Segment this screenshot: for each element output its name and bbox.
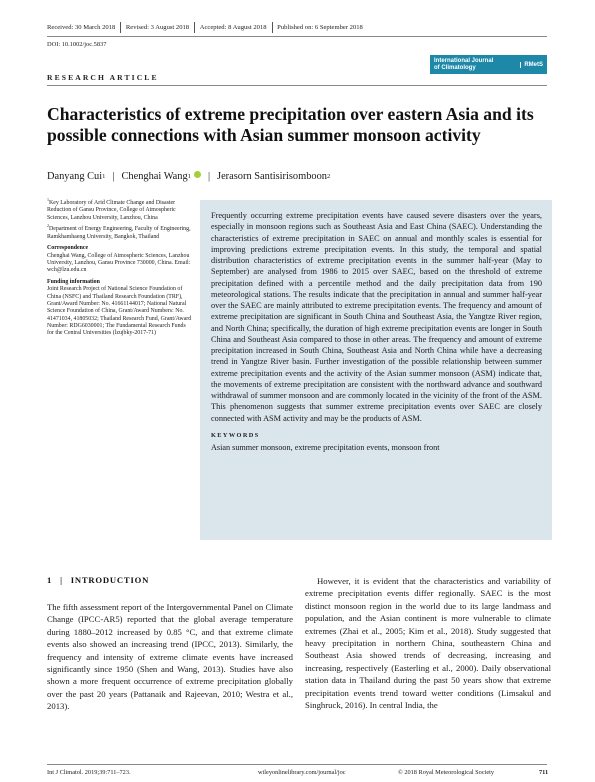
section-heading: 1 | INTRODUCTION bbox=[47, 575, 150, 585]
article-type: RESEARCH ARTICLE bbox=[47, 73, 159, 82]
page-number: 711 bbox=[539, 769, 549, 776]
author-name[interactable]: Chenghai Wang bbox=[121, 171, 188, 182]
affiliation-1: $^1$Key Laboratory of Arid Climate Change and Disaster Reduction of Gansu Province, College of Atmospheric Sciences, Lanzhou University, Lanzhou, China bbox=[47, 197, 176, 221]
section-rule bbox=[47, 85, 547, 86]
intro-column-2: However, it is evident that the characteristics and variability of extreme precipitation events differ regionally. SAEC is the most distinct monsoon region in the world due to its large landmass and population, and the Asian continent is more vulnerable to climate extremes (Zhai et al., 2005; Kim et al., 2018). Study suggested that heavy precipitation in northern China, southeastern China and Southeast Asia showed trends of decreasing, increasing and increasing, respectively (Easterling et al., 2000). Daily observational station data in Thailand during the past 50 years show that extreme precipitation events trend toward wetter conditions (Limsakul and Singhruck, 2016). In central India, the bbox=[305, 576, 551, 711]
keywords-label: KEYWORDS bbox=[211, 431, 260, 439]
abstract-text: Frequently occurring extreme precipitation events have caused severe disasters over the years, especially in monsoon regions such as Southeast Asia and East China (SAEC). Understanding the characteristics of extreme precipitation in SAEC on annual and monthly scales is essential for improving predictions extreme precipitation events. In this study, the temporal and spatial distribution characteristics of extreme precipitation events in the summer half-year (May to September) are analysed from 1986 to 2015 over SAEC, based on the threshold of extreme precipitation defined with a percentile method and the daily precipitation data from 190 meteorological stations. The results indicate that the precipitation in annual and summer half-year over the SAEC are mainly attributed to extreme precipitation events. The frequency and amount of extreme precipitation are significant in South China and Southeast Asia, the Yangtze River region, and North China; specifically, the duration of high extreme precipitation events are longer in South China and Southeast Asia compared to those in other areas. The frequency and amount of extreme precipitation increased in South China, Southeast Asia and North China while have a decreasing trend in Yangtze River basin. Further investigation of the possible relationship between summer extreme precipitation events and the activity of the Asian summer monsoon (ASM) indicate that, the movements of extreme precipitation are consistent with the northward advance and southward withdrawal of summer monsoon and are commonly located in the vicinity of the front of the ASM. This phenomenon suggests that summer extreme precipitation events over SAEC are closely connected with ASM activity and may be the products of ASM. bbox=[211, 211, 542, 423]
date-separator bbox=[120, 22, 121, 33]
date-separator bbox=[194, 22, 195, 33]
publication-dates bbox=[47, 22, 363, 33]
correspondence: Correspondence Chenghai Wang, College of Atmospheric Sciences, Lanzhou University, Lanzhou, Gansu Province 730000, China. Email: wch@lzu.edu.cn bbox=[47, 245, 191, 274]
published-date: Published on: 6 September 2018 bbox=[277, 24, 363, 31]
accepted-date: Accepted: 8 August 2018 bbox=[199, 24, 267, 31]
funding-information: Funding information Joint Research Project of National Science Foundation of China (NSFC) and Thailand Research Foundation (TRF), Grant/Award Number: No. 41661144017; National Natural Science Foundation of China, Grant/Award Numbers: No. 41471034, 41805032; Thailand Research Fund, Grant/Award Number: RDG6030001; The Fundamental Research Funds for the Central Universities (lzujbky-2017-71) bbox=[47, 279, 192, 337]
footer-copyright: © 2018 Royal Meteorological Society bbox=[398, 769, 495, 776]
revised-date: Revised: 3 August 2018 bbox=[125, 24, 190, 31]
doi-link[interactable]: DOI: 10.1002/joc.5837 bbox=[47, 41, 107, 48]
journal-name: International Journal of Climatology bbox=[434, 57, 494, 71]
received-date: Received: 30 March 2018 bbox=[47, 24, 116, 31]
keywords-text: Asian summer monsoon, extreme precipitation events, monsoon front bbox=[211, 442, 440, 452]
author-name[interactable]: Danyang Cui bbox=[47, 171, 103, 182]
date-separator bbox=[272, 22, 273, 33]
author-list: Danyang Cui 1 | Chenghai Wang 1 | Jerasorn Santisirisomboon 2 bbox=[47, 171, 331, 182]
affiliation-2: $^2$Department of Energy Engineering, Faculty of Engineering, Ramkhamhaeng University, Bangkok, Thailand bbox=[47, 223, 191, 240]
journal-badge[interactable] bbox=[430, 55, 547, 74]
author-name[interactable]: Jerasorn Santisirisomboon bbox=[217, 171, 327, 182]
affiliations-column bbox=[47, 197, 193, 342]
intro-column-1: The fifth assessment report of the Intergovernmental Panel on Climate Change (IPCC-AR5) reported that the global average temperature during 1880–2012 increased by 0.85 °C, and that extreme climate events also showed an increasing trend (IPCC, 2013). Similarly, the frequency and intensity of extreme climate events have increased significantly since 1950 (Shen and Wang, 2013). Studies have also shown a more frequent occurrence of extreme precipitation globally over the past 20 years (Pattanaik and Rajeevan, 2010; Westra et al., 2013). bbox=[47, 602, 293, 712]
orcid-icon[interactable] bbox=[194, 171, 201, 178]
article-title: Characteristics of extreme precipitation over eastern Asia and its possible connections with Asian summer monsoon activity bbox=[47, 104, 534, 145]
footer-citation: Int J Climatol. 2019;39:711–723. bbox=[47, 769, 131, 776]
rmets-logo: RMetS bbox=[520, 62, 543, 68]
footer-rule bbox=[47, 764, 547, 765]
header-rule bbox=[47, 36, 547, 37]
footer-url[interactable]: wileyonlinelibrary.com/journal/joc bbox=[258, 769, 346, 776]
abstract-box bbox=[200, 200, 552, 540]
